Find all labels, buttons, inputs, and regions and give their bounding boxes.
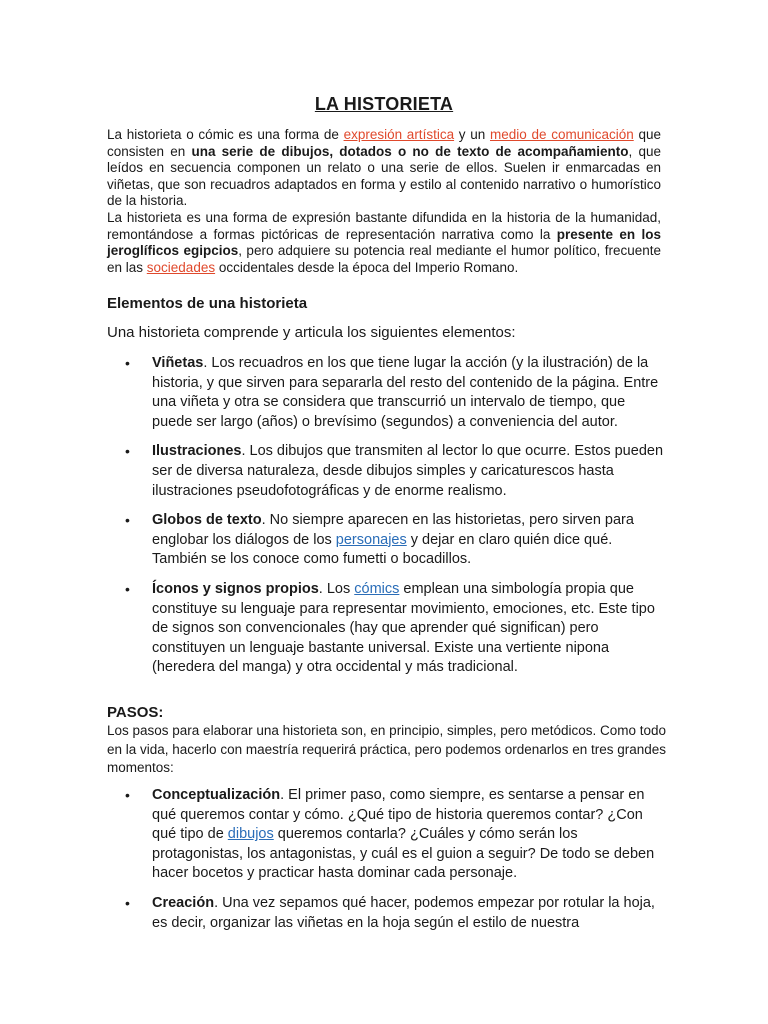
text-run: La historieta es una forma de expresión bastante difundida en la historia de la humanidad, remontándose a formas pictóricas de representación narrativa como la [107,209,661,242]
bullet-icon: • [125,443,130,460]
section-heading-elementos: Elementos de una historieta [107,295,308,312]
page-title: LA HISTORIETA [314,94,454,114]
link-comics[interactable]: cómics [354,580,400,597]
text-run: occidentales desde la época del Imperio Romano. [215,259,519,275]
item-text: . Una vez sepamos qué hacer, podemos empezar por rotular la hoja, es decir, organizar las viñetas en la hoja según el estilo de nuestra [152,894,655,931]
list-item [107,580,667,678]
item-term: Globos de texto [152,512,262,529]
text-run: La historieta o cómic es una forma de [107,127,344,142]
link-medio-de-comunicacion[interactable]: medio de comunicación [489,127,634,142]
section-lead-elementos: Una historieta comprende y articula los siguientes elementos: [107,324,516,341]
item-term: Creación [152,894,215,911]
item-text: emplean una simbología propia que constituye su lenguaje para representar movimiento, emociones, etc. Este tipo de signos son convencionales (hay que aprender qué significan) pero constituyen un lenguaje bastante universal. Existe una vertiente nipona (heredera del manga) y otra occidental y más tradicional. [152,580,655,676]
link-dibujos[interactable]: dibujos [227,826,274,843]
intro-paragraph-2 [107,210,661,276]
pasos-list [107,786,667,933]
link-expresion-artistica[interactable]: expresión artística [343,127,455,142]
item-term: Íconos y signos propios [152,580,319,597]
item-text: queremos contarla? ¿Cuáles y cómo serán los protagonistas, los antagonistas, y cuál es el guion a seguir? De todo se deben hacer bocetos y practicar hasta dominar cada personaje. [152,826,655,882]
section-heading-pasos: PASOS: [107,704,164,721]
bullet-icon: • [125,512,130,529]
link-personajes[interactable]: personajes [335,531,407,548]
list-item [107,442,667,501]
item-text: . Los [318,580,355,597]
list-item [107,786,667,884]
item-term: Viñetas [152,355,204,371]
item-text: y dejar en claro quién dice qué. También se los conoce como fumetti o bocadillos. [152,531,613,568]
list-item [107,354,667,432]
text-run: que consisten en [107,127,661,159]
item-text: . Los dibujos que transmiten al lector lo que ocurre. Estos pueden ser de diversa naturaleza, desde dibujos simples y caricaturescos hasta ilustraciones pseudofotográficas y de enorme realismo. [152,443,664,499]
bold-text: una serie de dibujos, dotados o no de texto de acompañamiento [191,143,629,159]
elementos-list [107,354,667,678]
bullet-icon: • [125,894,130,911]
link-sociedades[interactable]: sociedades [146,259,216,275]
bullet-icon: • [125,787,130,803]
item-term: Conceptualización [152,787,281,803]
list-item [107,894,667,933]
text-run: , que leídos en secuencia componen un relato o una serie de ellos. Suelen ir enmarcadas en viñetas, que son recuadros adaptados en forma y estilo al contenido narrativo o humorístico de la historia. [107,143,661,209]
text-run: y un [454,127,490,142]
intro-section [107,127,661,276]
text-run: , pero adquiere su potencia real mediante el humor político, frecuente en las [107,243,661,275]
bold-text: presente en los jeroglíficos egipcios [107,226,661,259]
bullet-icon: • [125,355,130,371]
item-text: . Los recuadros en los que tiene lugar la acción (y la ilustración) de la historia, y que sirven para separarla del resto del contenido de la página. Entre una viñeta y otra se considera que transcurrió un intervalo de tiempo, que puede ser largo (años) o brevísimo (segundos) a conveniencia del autor. [152,355,659,430]
pasos-intro-text: Los pasos para elaborar una historieta son, en principio, simples, pero metódicos. Como todo en la vida, hacerlo con maestría requerirá práctica, pero podemos ordenarlos en tres grandes momentos: [107,723,667,776]
bullet-icon: • [125,580,130,597]
intro-paragraph-1 [107,127,661,210]
list-item [107,511,667,570]
item-text: . El primer paso, como siempre, es sentarse a pensar en qué queremos contar y cómo. ¿Qué tipo de historia queremos contar? ¿Con qué tipo de [152,787,645,843]
item-text: . No siempre aparecen en las historietas, pero sirven para englobar los diálogos de los [152,512,634,548]
item-term: Ilustraciones [152,443,242,460]
